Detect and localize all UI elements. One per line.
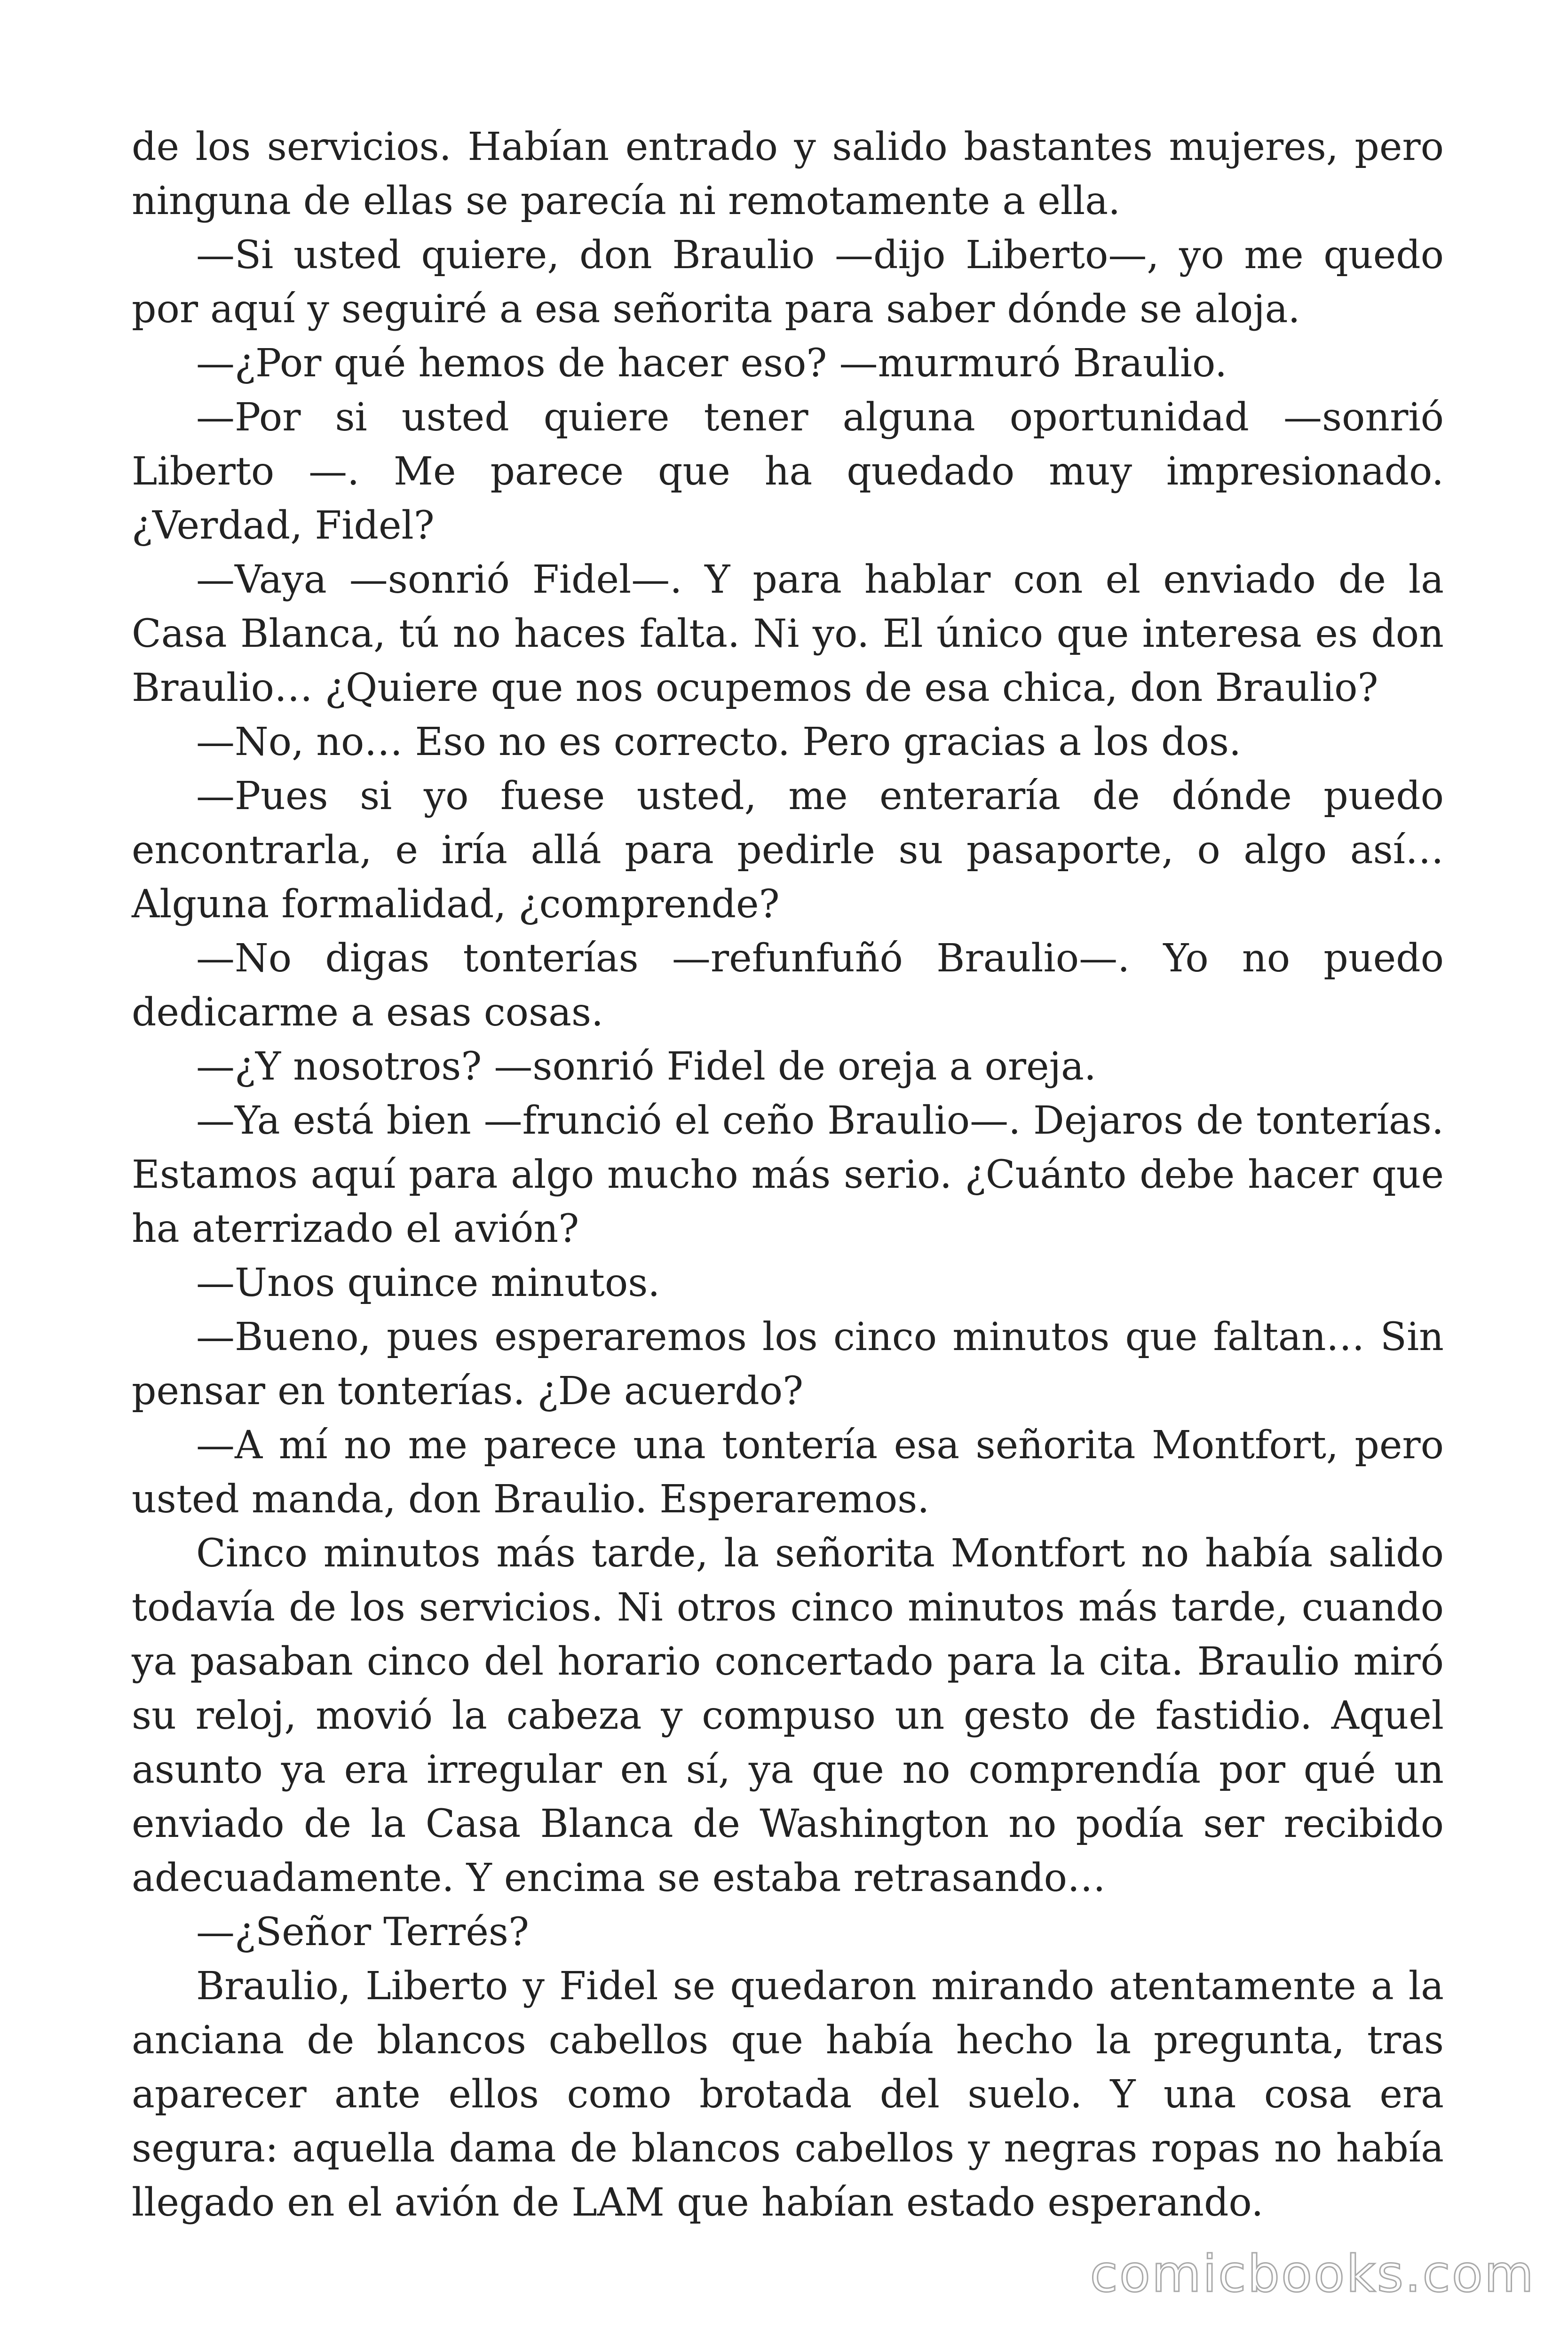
paragraph: —Unos quince minutos. — [196, 1261, 660, 1305]
paragraph: —No, no… Eso no es correcto. Pero gracias a los dos. — [196, 720, 1242, 764]
paragraph: —Por si usted quiere tener alguna oportunidad —sonrió Liberto —. Me parece que ha quedado muy impresionado. ¿Verdad, Fidel? — [132, 395, 1444, 548]
paragraph: —A mí no me parece una tontería esa señorita Montfort, pero usted manda, don Braulio. Esperaremos. — [132, 1423, 1444, 1522]
paragraph: —Pues si yo fuese usted, me enteraría de dónde puedo encontrarla, e iría allá para pedirle su pasaporte, o algo así… Alguna formalidad, ¿comprende? — [132, 774, 1444, 927]
paragraph: —Vaya —sonrió Fidel—. Y para hablar con el enviado de la Casa Blanca, tú no haces falta. Ni yo. El único que interesa es don Braulio… ¿Quiere que nos ocupemos de esa chica, don Braulio? — [132, 557, 1444, 710]
paragraph: —No digas tonterías —refunfuñó Braulio—. Yo no puedo dedicarme a esas cosas. — [132, 936, 1444, 1035]
page-text — [132, 120, 1444, 2230]
paragraph: —¿Y nosotros? —sonrió Fidel de oreja a oreja. — [196, 1044, 1096, 1089]
paragraph: Braulio, Liberto y Fidel se quedaron mirando atentamente a la anciana de blancos cabellos que había hecho la pregunta, tras aparecer ante ellos como brotada del suelo. Y una cosa era segura: aquella dama de blancos cabellos y negras ropas no había llegado en el avión de LAM que habían estado esperando. — [132, 1964, 1444, 2225]
paragraph: —Si usted quiere, don Braulio —dijo Liberto—, yo me quedo por aquí y seguiré a esa señorita para saber dónde se aloja. — [132, 233, 1444, 332]
paragraph: —Ya está bien —frunció el ceño Braulio—. Dejaros de tonterías. Estamos aquí para algo mucho más serio. ¿Cuánto debe hacer que ha aterrizado el avión? — [132, 1098, 1444, 1251]
paragraph: Cinco minutos más tarde, la señorita Montfort no había salido todavía de los servicios. Ni otros cinco minutos más tarde, cuando ya pasaban cinco del horario concertado para la cita. Braulio miró su reloj, movió la cabeza y compuso un gesto de fastidio. Aquel asunto ya era irregular en sí, ya que no comprendía por qué un enviado de la Casa Blanca de Washington no podía ser recibido adecuadamente. Y encima se estaba retrasando… — [132, 1531, 1444, 1900]
paragraph: —Bueno, pues esperaremos los cinco minutos que faltan… Sin pensar en tonterías. ¿De acuerdo? — [132, 1315, 1444, 1414]
paragraph: —¿Por qué hemos de hacer eso? —murmuró Braulio. — [196, 341, 1227, 386]
paragraph: —¿Señor Terrés? — [196, 1910, 529, 1955]
paragraph: de los servicios. Habían entrado y salido bastantes mujeres, pero ninguna de ellas se parecía ni remotamente a ella. — [132, 125, 1444, 223]
watermark: comicbooks.com — [1090, 2245, 1535, 2304]
